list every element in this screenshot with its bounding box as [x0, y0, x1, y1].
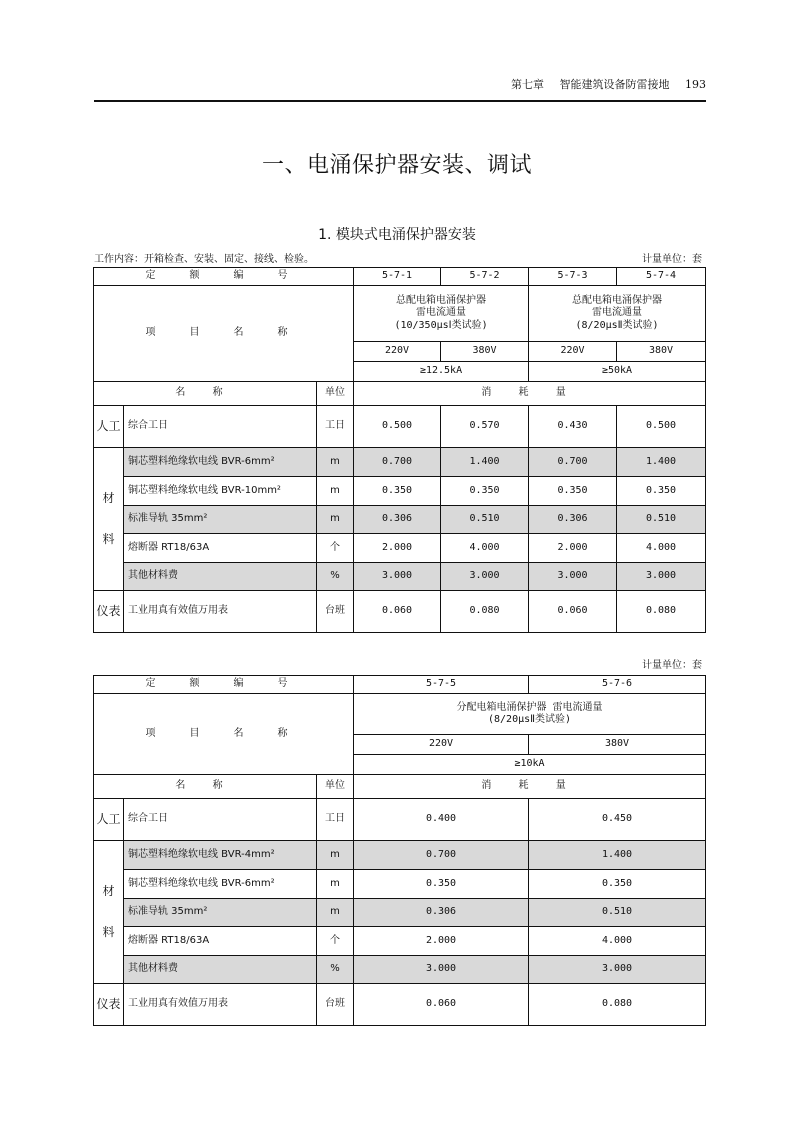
value-cell: 4.000 — [441, 534, 529, 563]
item-name: 铜芯塑料绝缘软电线 BVR-6mm² — [124, 870, 317, 899]
value-cell: 0.060 — [354, 984, 529, 1026]
category-char: 材 — [102, 884, 115, 898]
chapter-heading — [499, 76, 706, 92]
item-unit: 台班 — [317, 984, 354, 1026]
value-cell: 0.060 — [354, 591, 441, 633]
category-char: 材 — [102, 491, 115, 505]
group-line: (10/350μsⅠ类试验) — [394, 319, 488, 331]
item-unit: m — [317, 899, 354, 927]
quota-table-2 — [93, 675, 706, 1026]
unit-column-header: 单位 — [317, 382, 354, 406]
value-cell: 4.000 — [529, 927, 706, 956]
value-cell: 4.000 — [617, 534, 706, 563]
item-name: 铜芯塑料绝缘软电线 BVR-10mm² — [124, 477, 317, 506]
voltage: 220V — [354, 342, 441, 362]
item-name: 综合工日 — [124, 799, 317, 841]
value-cell: 0.350 — [354, 477, 441, 506]
value-cell: 2.000 — [354, 534, 441, 563]
quota-code: 5-7-5 — [354, 676, 529, 694]
quota-table-1 — [93, 267, 706, 633]
consumption-header: 消 耗 量 — [354, 382, 706, 406]
item-name: 熔断器 RT18/63A — [124, 534, 317, 563]
value-cell: 0.700 — [354, 448, 441, 477]
item-name: 其他材料费 — [124, 563, 317, 591]
lightning-current: ≥10kA — [354, 755, 706, 775]
value-cell: 0.700 — [354, 841, 529, 870]
group-line: 总配电箱电涌保护器 — [396, 294, 487, 306]
value-cell: 0.510 — [529, 899, 706, 927]
value-cell: 2.000 — [529, 534, 617, 563]
group-description — [354, 694, 706, 735]
chapter-title: 智能建筑设备防雷接地 — [559, 78, 670, 91]
value-cell: 3.000 — [354, 956, 529, 984]
item-unit: % — [317, 956, 354, 984]
item-unit: m — [317, 448, 354, 477]
value-cell: 0.306 — [354, 506, 441, 534]
measure-unit: 计量单位：套 — [642, 254, 702, 265]
value-cell: 0.350 — [441, 477, 529, 506]
lightning-current: ≥50kA — [529, 362, 706, 382]
category-char: 料 — [102, 532, 115, 546]
value-cell: 0.500 — [617, 406, 706, 448]
value-cell: 0.700 — [529, 448, 617, 477]
value-cell: 0.350 — [529, 870, 706, 899]
value-cell: 3.000 — [441, 563, 529, 591]
item-name: 工业用真有效值万用表 — [124, 984, 317, 1026]
page-number: 193 — [685, 78, 706, 91]
value-cell: 0.080 — [529, 984, 706, 1026]
value-cell: 1.400 — [617, 448, 706, 477]
value-cell: 3.000 — [529, 563, 617, 591]
voltage: 380V — [617, 342, 706, 362]
value-cell: 0.060 — [529, 591, 617, 633]
section-title: 一、电涌保护器安装、调试 — [261, 153, 532, 178]
value-cell: 1.400 — [529, 841, 706, 870]
item-name: 综合工日 — [124, 406, 317, 448]
item-name: 标准导轨 35mm² — [124, 506, 317, 534]
voltage: 380V — [441, 342, 529, 362]
item-unit: 个 — [317, 927, 354, 956]
subsection-title: 1. 模块式电涌保护器安装 — [318, 227, 476, 243]
unit-column-header: 单位 — [317, 775, 354, 799]
value-cell: 0.080 — [617, 591, 706, 633]
measure-unit-2: 计量单位：套 — [642, 660, 702, 671]
item-unit: 工日 — [317, 406, 354, 448]
category-material — [94, 841, 124, 984]
item-name: 工业用真有效值万用表 — [124, 591, 317, 633]
value-cell: 0.450 — [529, 799, 706, 841]
voltage: 220V — [529, 342, 617, 362]
chapter-number: 第七章 — [511, 78, 544, 91]
value-cell: 0.350 — [617, 477, 706, 506]
voltage: 380V — [529, 735, 706, 755]
value-cell: 0.400 — [354, 799, 529, 841]
category-labor: 人工 — [94, 799, 124, 841]
category-labor: 人工 — [94, 406, 124, 448]
group-line: 分配电箱电涌保护器 雷电流通量 — [456, 701, 603, 713]
value-cell: 3.000 — [354, 563, 441, 591]
value-cell: 0.350 — [529, 477, 617, 506]
item-name: 铜芯塑料绝缘软电线 BVR-6mm² — [124, 448, 317, 477]
quota-code: 5-7-6 — [529, 676, 706, 694]
value-cell: 1.400 — [441, 448, 529, 477]
category-char: 料 — [102, 925, 115, 939]
group-line: 雷电流通量 — [592, 307, 643, 319]
work-content: 工作内容：开箱检查、安装、固定、接线、检验。 — [94, 254, 314, 265]
name-column-header: 名 称 — [94, 775, 317, 799]
value-cell: 3.000 — [529, 956, 706, 984]
value-cell: 3.000 — [617, 563, 706, 591]
category-instrument: 仪表 — [94, 984, 124, 1026]
item-unit: m — [317, 477, 354, 506]
value-cell: 0.430 — [529, 406, 617, 448]
quota-code: 5-7-2 — [441, 268, 529, 286]
value-cell: 0.500 — [354, 406, 441, 448]
value-cell: 0.080 — [441, 591, 529, 633]
value-cell: 0.570 — [441, 406, 529, 448]
group-line: (8/20μsⅡ类试验) — [487, 714, 572, 725]
value-cell: 2.000 — [354, 927, 529, 956]
quota-code: 5-7-3 — [529, 268, 617, 286]
category-instrument: 仪表 — [94, 591, 124, 633]
work-content-line — [94, 250, 706, 265]
item-name: 标准导轨 35mm² — [124, 899, 317, 927]
item-name-header: 项 目 名 称 — [94, 694, 354, 775]
value-cell: 0.510 — [617, 506, 706, 534]
item-name: 熔断器 RT18/63A — [124, 927, 317, 956]
group-line: (8/20μsⅡ类试验) — [575, 319, 659, 331]
group-line: 雷电流通量 — [416, 307, 467, 319]
lightning-current: ≥12.5kA — [354, 362, 529, 382]
item-unit: 工日 — [317, 799, 354, 841]
quota-code: 5-7-4 — [617, 268, 706, 286]
quota-code: 5-7-1 — [354, 268, 441, 286]
voltage: 220V — [354, 735, 529, 755]
item-unit: m — [317, 841, 354, 870]
item-name: 其他材料费 — [124, 956, 317, 984]
item-name-header: 项 目 名 称 — [94, 286, 354, 382]
quota-number-header: 定 额 编 号 — [94, 268, 354, 286]
item-unit: % — [317, 563, 354, 591]
consumption-header: 消 耗 量 — [354, 775, 706, 799]
item-unit: m — [317, 870, 354, 899]
value-cell: 0.350 — [354, 870, 529, 899]
quota-number-header: 定 额 编 号 — [94, 676, 354, 694]
item-unit: 个 — [317, 534, 354, 563]
value-cell: 0.306 — [354, 899, 529, 927]
group-description — [354, 286, 529, 342]
value-cell: 0.510 — [441, 506, 529, 534]
category-material — [94, 448, 124, 591]
group-line: 总配电箱电涌保护器 — [572, 294, 663, 306]
value-cell: 0.306 — [529, 506, 617, 534]
item-name: 铜芯塑料绝缘软电线 BVR-4mm² — [124, 841, 317, 870]
group-description — [529, 286, 706, 342]
item-unit: m — [317, 506, 354, 534]
name-column-header: 名 称 — [94, 382, 317, 406]
item-unit: 台班 — [317, 591, 354, 633]
page-header — [94, 72, 706, 102]
